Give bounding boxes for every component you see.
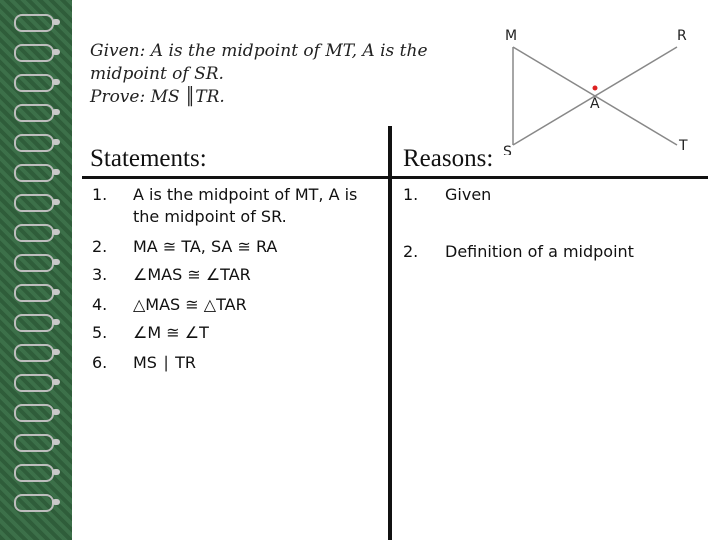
statement-number: 3. [92,265,108,284]
statement-number: 6. [92,353,108,372]
given-line-2: midpoint of SR. [90,64,224,84]
spiral-ring [14,164,54,182]
spiral-ring [14,194,54,212]
label-m: M [505,28,518,44]
midpoint-a [593,86,598,91]
label-t: T [679,138,688,154]
reason-text: Given [445,185,492,204]
label-a: A [590,96,600,112]
spiral-ring [14,44,54,62]
prove-line: Prove: MS ║TR. [90,87,225,107]
statement-text: A is the midpoint of MT, A is the midpoint of SR. [133,185,358,226]
geometry-diagram [495,20,705,155]
statement-number: 1. [92,185,108,204]
statement-number: 2. [92,237,108,256]
spiral-ring [14,134,54,152]
spiral-ring [14,74,54,92]
spiral-ring [14,404,54,422]
spiral-ring [14,284,54,302]
spiral-ring [14,374,54,392]
statement-text: ∠MAS ≅ ∠TAR [133,265,251,284]
statement-number: 4. [92,295,108,314]
statement-text: △MAS ≅ △TAR [133,295,247,314]
spiral-ring [14,14,54,32]
spiral-ring [14,464,54,482]
reasons-header: Reasons: [403,145,494,172]
statement-text: ∠M ≅ ∠T [133,323,209,342]
statement-text: MS ∣ TR [133,353,197,372]
spiral-ring [14,494,54,512]
spiral-ring [14,104,54,122]
label-s: S [503,144,512,155]
spiral-ring [14,254,54,272]
statement-text: MA ≅ TA, SA ≅ RA [133,237,278,256]
statement-number: 5. [92,323,108,342]
spiral-ring [14,314,54,332]
label-r: R [677,28,687,44]
notebook-binding [0,0,72,540]
reason-number: 2. [403,242,419,261]
reason-number: 1. [403,185,419,204]
reason-text: Definition of a midpoint [445,242,634,261]
spiral-ring [14,434,54,452]
spiral-ring [14,344,54,362]
given-line-1: Given: A is the midpoint of MT, A is the [90,41,428,61]
given-prove-text [90,40,490,109]
table-vertical-rule [388,126,392,540]
spiral-ring [14,224,54,242]
table-horizontal-rule [82,176,708,179]
statements-header: Statements: [90,145,207,172]
